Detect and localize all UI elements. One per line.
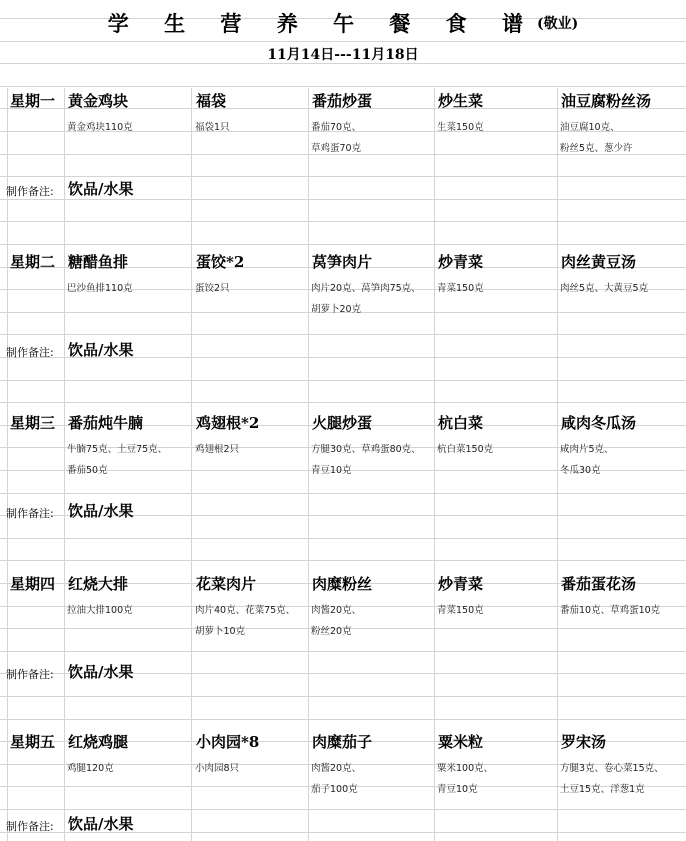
dish-ingredients: 小肉园8只 <box>195 763 240 774</box>
dish-ingredients: 番茄70克、 <box>311 122 362 133</box>
grid-row-line <box>0 380 686 381</box>
dish-ingredients: 肉片20克、莴笋肉75克、 <box>311 283 421 294</box>
dish-name: 杭白菜 <box>438 414 484 432</box>
dish-name: 番茄炖牛腩 <box>68 414 144 432</box>
dish-ingredients: 青豆10克 <box>311 465 352 476</box>
dish-name: 粟米粒 <box>438 733 484 751</box>
day-label: 星期二 <box>10 253 56 271</box>
dish-name: 蛋饺*2 <box>196 253 245 271</box>
dish-name: 炒青菜 <box>438 575 484 593</box>
dish-name: 红烧大排 <box>68 575 129 593</box>
dish-name: 小肉园*8 <box>196 733 260 751</box>
dish-ingredients: 青菜150克 <box>437 283 484 294</box>
grid-row-line <box>0 696 686 697</box>
grid-row-line <box>0 176 686 177</box>
school-name: (敬业) <box>536 16 579 32</box>
dish-name: 油豆腐粉丝汤 <box>561 92 652 110</box>
dish-name: 糖醋鱼排 <box>68 253 129 271</box>
dish-ingredients: 生菜150克 <box>437 122 484 133</box>
note-label: 制作备注: <box>6 820 54 833</box>
day-label: 星期三 <box>10 414 56 432</box>
grid-row-line <box>0 560 686 561</box>
dish-ingredients: 粉丝20克 <box>311 626 352 637</box>
dish-ingredients: 青豆10克 <box>437 784 478 795</box>
dish-ingredients: 鸡翅根2只 <box>195 444 240 455</box>
grid-column-line <box>308 88 309 841</box>
dish-name: 火腿炒蛋 <box>312 414 373 432</box>
note-label: 制作备注: <box>6 346 54 359</box>
grid-row-line <box>0 334 686 335</box>
dish-ingredients: 肉丝5克、大黄豆5克 <box>560 283 649 294</box>
dish-name: 番茄炒蛋 <box>312 92 373 110</box>
grid-row-line <box>0 154 686 155</box>
dish-ingredients: 肉酱20克、 <box>311 763 362 774</box>
note-value: 饮品/水果 <box>68 815 134 833</box>
dish-ingredients: 福袋1只 <box>195 122 230 133</box>
grid-column-line <box>7 88 8 841</box>
dish-ingredients: 草鸡蛋70克 <box>311 143 362 154</box>
day-label: 星期一 <box>10 92 56 110</box>
note-label: 制作备注: <box>6 668 54 681</box>
dish-ingredients: 肉酱20克、 <box>311 605 362 616</box>
dish-ingredients: 粟米100克、 <box>437 763 494 774</box>
dish-ingredients: 番茄50克 <box>67 465 108 476</box>
dish-ingredients: 巴沙鱼排110克 <box>67 283 133 294</box>
grid-row-line <box>0 86 686 87</box>
dish-name: 黄金鸡块 <box>68 92 129 110</box>
dish-ingredients: 杭白菜150克 <box>437 444 494 455</box>
grid-column-line <box>191 88 192 841</box>
grid-row-line <box>0 719 686 720</box>
note-label: 制作备注: <box>6 507 54 520</box>
dish-ingredients: 方腿3克、卷心菜15克、 <box>560 763 664 774</box>
dish-name: 莴笋肉片 <box>312 253 373 271</box>
dish-name: 肉丝黄豆汤 <box>561 253 637 271</box>
day-label: 星期四 <box>10 575 56 593</box>
note-value: 饮品/水果 <box>68 502 134 520</box>
dish-ingredients: 茄子100克 <box>311 784 358 795</box>
grid-row-line <box>0 493 686 494</box>
grid-column-line <box>434 88 435 841</box>
dish-ingredients: 方腿30克、草鸡蛋80克、 <box>311 444 421 455</box>
dish-name: 肉糜茄子 <box>312 733 373 751</box>
dish-ingredients: 土豆15克、洋葱1克 <box>560 784 645 795</box>
dish-ingredients: 黄金鸡块110克 <box>67 122 133 133</box>
dish-name: 红烧鸡腿 <box>68 733 129 751</box>
dish-ingredients: 牛腩75克、土豆75克、 <box>67 444 168 455</box>
dish-name: 炒青菜 <box>438 253 484 271</box>
dish-ingredients: 蛋饺2只 <box>195 283 230 294</box>
grid-row-line <box>0 809 686 810</box>
dish-ingredients: 拉油大排100克 <box>67 605 133 616</box>
dish-name: 炒生菜 <box>438 92 484 110</box>
grid-column-line <box>64 88 65 841</box>
dish-name: 肉糜粉丝 <box>312 575 373 593</box>
grid-row-line <box>0 402 686 403</box>
dish-ingredients: 胡萝卜20克 <box>311 304 362 315</box>
note-value: 饮品/水果 <box>68 341 134 359</box>
note-label: 制作备注: <box>6 185 54 198</box>
dish-name: 鸡翅根*2 <box>196 414 260 432</box>
dish-ingredients: 油豆腐10克、 <box>560 122 620 133</box>
grid-row-line <box>0 221 686 222</box>
dish-ingredients: 番茄10克、草鸡蛋10克 <box>560 605 661 616</box>
grid-row-line <box>0 41 686 42</box>
dish-name: 福袋 <box>196 92 227 110</box>
dish-name: 花菜肉片 <box>196 575 257 593</box>
grid-row-line <box>0 199 686 200</box>
dish-ingredients: 胡萝卜10克 <box>195 626 246 637</box>
dish-ingredients: 咸肉片5克、 <box>560 444 614 455</box>
grid-row-line <box>0 651 686 652</box>
dish-ingredients: 肉片40克、花菜75克、 <box>195 605 296 616</box>
dish-ingredients: 冬瓜30克 <box>560 465 601 476</box>
dish-ingredients: 粉丝5克、葱少许 <box>560 143 633 154</box>
day-label: 星期五 <box>10 733 56 751</box>
note-value: 饮品/水果 <box>68 180 134 198</box>
note-value: 饮品/水果 <box>68 663 134 681</box>
date-range: 11月14日---11月18日 <box>267 47 419 63</box>
dish-name: 番茄蛋花汤 <box>561 575 637 593</box>
menu-title-text: 学 生 营 养 午 餐 食 谱 <box>107 11 537 36</box>
dish-name: 罗宋汤 <box>561 733 607 751</box>
grid-row-line <box>0 538 686 539</box>
grid-row-line <box>0 244 686 245</box>
menu-title <box>0 6 686 40</box>
dish-ingredients: 鸡腿120克 <box>67 763 114 774</box>
grid-column-line <box>557 88 558 841</box>
dish-ingredients: 青菜150克 <box>437 605 484 616</box>
dish-name: 咸肉冬瓜汤 <box>561 414 637 432</box>
